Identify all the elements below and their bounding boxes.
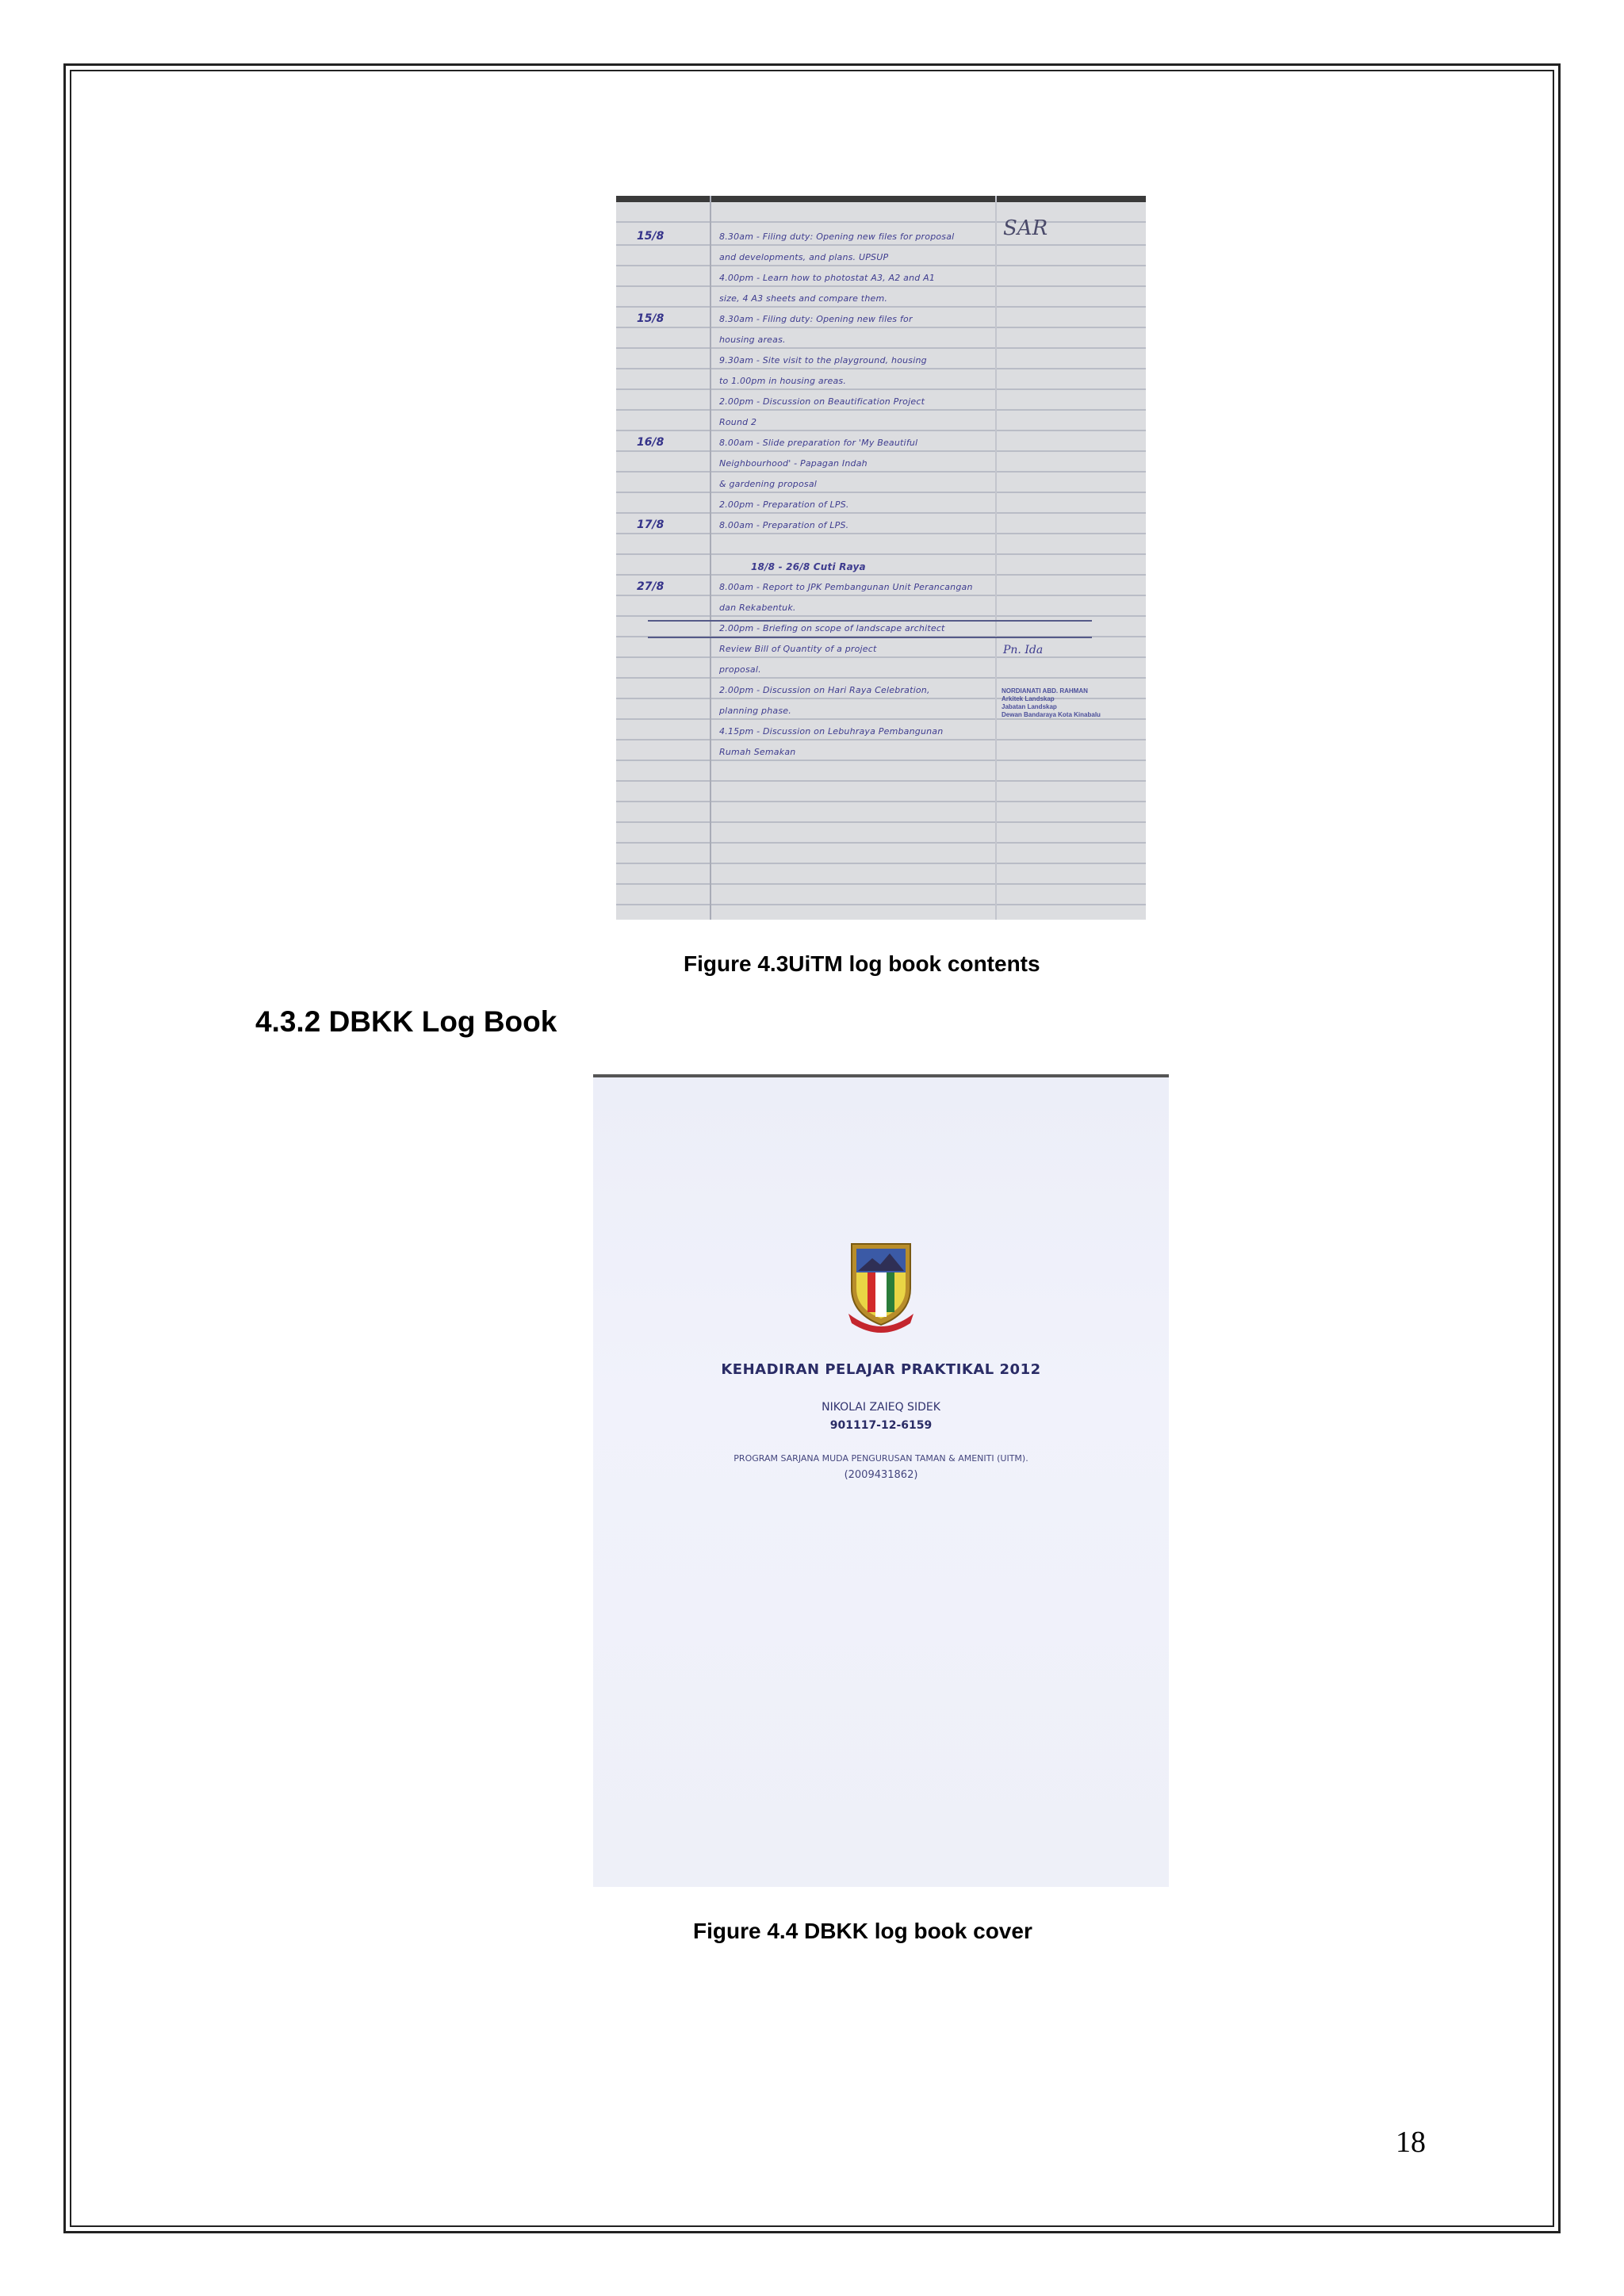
log-entry-text: planning phase. <box>719 706 791 716</box>
dbkk-crest-logo <box>848 1241 914 1336</box>
log-entry-row <box>616 228 1146 248</box>
log-entry-date: 15/8 <box>637 230 665 243</box>
log-entry-date: 27/8 <box>637 580 665 593</box>
log-entry-text: 2.00pm - Briefing on scope of landscape architect <box>719 623 945 633</box>
log-entry-text: 8.00am - Report to JPK Pembangunan Unit Perancangan <box>719 582 973 592</box>
log-entry-text: 8.30am - Filing duty: Opening new files for proposal <box>719 232 955 242</box>
log-entry-text: 18/8 - 26/8 Cuti Raya <box>751 561 866 572</box>
log-entry-text: Rumah Semakan <box>719 747 796 757</box>
log-entry-row <box>616 310 1146 331</box>
stamp-line: Dewan Bandaraya Kota Kinabalu <box>1002 711 1101 718</box>
stamp-line: Jabatan Landskap <box>1002 703 1057 710</box>
cover-student-name: NIKOLAI ZAIEQ SIDEK <box>822 1401 940 1414</box>
log-entry-row <box>616 392 1146 413</box>
log-entry-row <box>616 434 1146 454</box>
log-entry-text: 2.00pm - Discussion on Hari Raya Celebration, <box>719 685 930 695</box>
log-entry-row <box>616 289 1146 310</box>
log-entry-text: to 1.00pm in housing areas. <box>719 376 847 386</box>
log-entry-date: 15/8 <box>637 312 665 325</box>
log-entry-row <box>616 578 1146 599</box>
page-number: 18 <box>1396 2126 1426 2159</box>
log-entry-row <box>616 619 1146 640</box>
signature-bottom: Pn. Ida <box>1003 644 1044 656</box>
logpage-top-edge <box>616 196 1146 202</box>
figure-uitm-log-book-contents <box>616 196 1146 920</box>
log-entry-row <box>616 640 1146 660</box>
log-entry-row <box>616 454 1146 475</box>
log-entry-text: proposal. <box>719 664 761 675</box>
log-entry-row <box>616 351 1146 372</box>
log-entry-text: & gardening proposal <box>719 479 818 489</box>
log-entry-row <box>616 743 1146 763</box>
log-entry-text: 8.00am - Preparation of LPS. <box>719 520 849 530</box>
log-entry-text: 2.00pm - Discussion on Beautification Project <box>719 396 925 407</box>
log-entry-row <box>616 248 1146 269</box>
stamp-line: NORDIANATI ABD. RAHMAN <box>1002 687 1088 695</box>
log-entry-row <box>616 660 1146 681</box>
log-entry-text: Review Bill of Quantity of a project <box>719 644 877 654</box>
log-entry-row <box>616 557 1146 578</box>
log-entry-text: size, 4 A3 sheets and compare them. <box>719 293 888 304</box>
log-entry-row <box>616 372 1146 392</box>
log-entry-text: and developments, and plans. UPSUP <box>719 252 889 262</box>
log-entry-row <box>616 331 1146 351</box>
cover-program: PROGRAM SARJANA MUDA PENGURUSAN TAMAN & AMENITI (UITM). <box>733 1453 1028 1464</box>
figure-caption-4-3: Figure 4.3UiTM log book contents <box>684 951 1040 976</box>
cover-top-edge <box>593 1074 1169 1077</box>
log-entry-text: 4.00pm - Learn how to photostat A3, A2 and A1 <box>719 273 936 283</box>
log-entry-row <box>616 599 1146 619</box>
cover-ic-number: 901117-12-6159 <box>829 1419 933 1432</box>
stamp-line: Arkitek Landskap <box>1002 695 1055 702</box>
log-entry-row <box>616 475 1146 496</box>
log-entry-row <box>616 537 1146 557</box>
log-entry-text: Neighbourhood' - Papagan Indah <box>719 458 868 469</box>
log-entry-date: 16/8 <box>637 436 665 449</box>
log-entry-text: 9.30am - Site visit to the playground, housing <box>719 355 927 365</box>
section-heading: 4.3.2 DBKK Log Book <box>255 1005 557 1038</box>
log-entry-text: 4.15pm - Discussion on Lebuhraya Pembangunan <box>719 726 944 737</box>
log-entry-row <box>616 516 1146 537</box>
figure-caption-4-4: Figure 4.4 DBKK log book cover <box>693 1919 1032 1943</box>
log-entry-text: housing areas. <box>719 335 786 345</box>
cover-title: KEHADIRAN PELAJAR PRAKTIKAL 2012 <box>721 1361 1041 1378</box>
figure-dbkk-log-book-cover <box>593 1074 1169 1887</box>
log-entry-date: 17/8 <box>637 519 665 531</box>
log-entry-text: 8.30am - Filing duty: Opening new files for <box>719 314 913 324</box>
log-entry-text: 2.00pm - Preparation of LPS. <box>719 499 849 510</box>
log-entry-text: Round 2 <box>719 417 757 427</box>
log-entry-row <box>616 702 1146 722</box>
signature-top: SAR <box>1003 216 1048 240</box>
log-entry-row <box>616 722 1146 743</box>
log-entry-row <box>616 413 1146 434</box>
log-entry-row <box>616 681 1146 702</box>
cover-student-id: (2009431862) <box>844 1469 918 1481</box>
log-entry-row <box>616 496 1146 516</box>
log-entry-text: 8.00am - Slide preparation for 'My Beautiful <box>719 438 918 448</box>
log-entry-text: dan Rekabentuk. <box>719 603 796 613</box>
log-entry-row <box>616 269 1146 289</box>
